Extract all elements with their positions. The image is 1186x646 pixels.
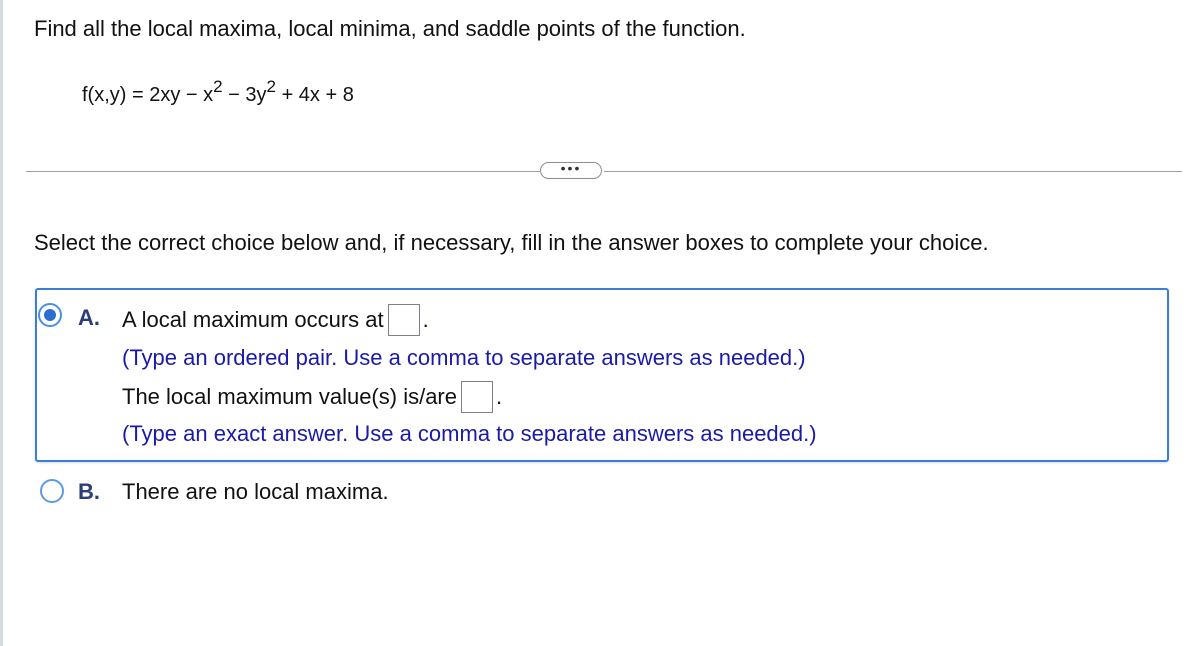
period: . (422, 307, 429, 332)
more-options-button[interactable]: ••• (540, 162, 602, 179)
function-formula (82, 77, 354, 107)
choice-b-text: There are no local maxima. (122, 479, 389, 504)
choice-a-max-location-label: A local maximum occurs at (122, 307, 384, 332)
formula-rhs: + 4x + 8 (276, 84, 354, 106)
instruction-text: Select the correct choice below and, if necessary, fill in the answer boxes to complete your choice. (34, 230, 989, 255)
formula-lhs: f(x,y) = 2xy − x (82, 84, 214, 106)
choice-a-hint-2: (Type an exact answer. Use a comma to separate answers as needed.) (122, 421, 817, 446)
period: . (495, 384, 503, 409)
max-location-answer-box[interactable] (388, 304, 420, 336)
formula-mid: − 3y (222, 84, 267, 106)
divider-left (26, 171, 540, 172)
divider-right (604, 171, 1182, 172)
choice-a-hint-1: (Type an ordered pair. Use a comma to separate answers as needed.) (122, 345, 806, 370)
choice-b-letter: B. (78, 479, 100, 504)
choice-a-radio[interactable] (38, 303, 62, 327)
left-border (0, 0, 3, 646)
choice-a-max-value-label: The local maximum value(s) is/are (122, 384, 457, 409)
formula-exponent-1: 2 (213, 77, 223, 96)
choice-b-radio[interactable] (40, 479, 64, 503)
choice-a-line-1 (122, 304, 429, 336)
question-text: Find all the local maxima, local minima, and saddle points of the function. (34, 16, 746, 41)
choice-a-line-2 (122, 381, 502, 413)
max-value-answer-box[interactable] (461, 381, 493, 413)
choice-a-letter: A. (78, 305, 100, 330)
formula-exponent-2: 2 (266, 77, 277, 96)
